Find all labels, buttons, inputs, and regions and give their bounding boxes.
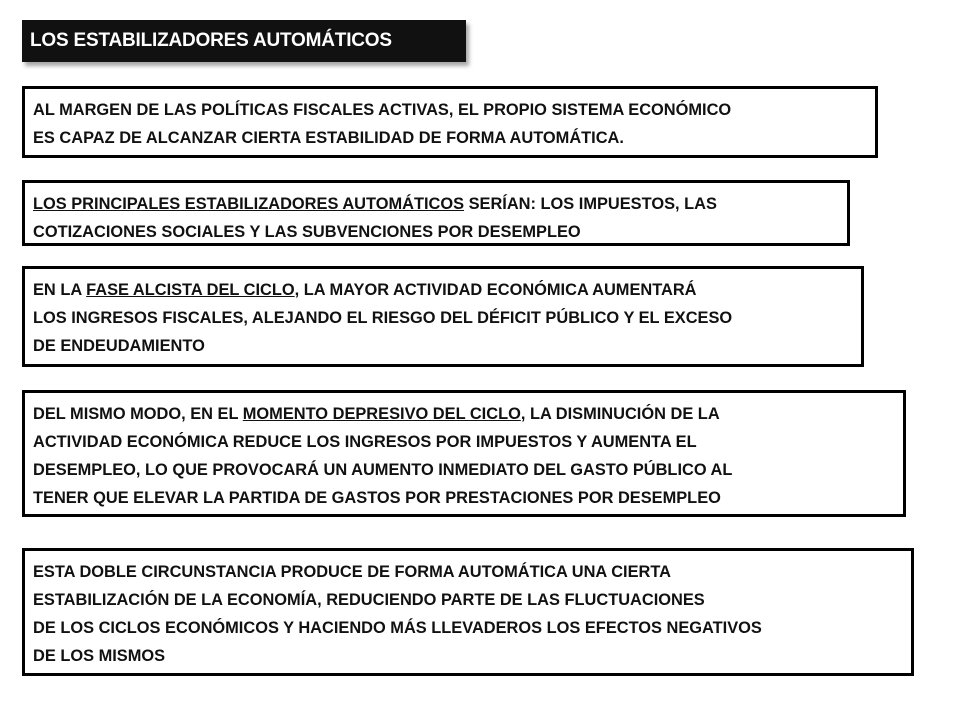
principal-line-1-rest: SERÍAN: LOS IMPUESTOS, LAS: [464, 195, 717, 213]
intro-line-2: ES CAPAZ DE ALCANZAR CIERTA ESTABILIDAD DE FORMA AUTOMÁTICA.: [33, 129, 624, 147]
principal-underlined-term: LOS PRINCIPALES ESTABILIZADORES AUTOMÁTICOS: [33, 195, 465, 213]
downward-underlined-term: MOMENTO DEPRESIVO DEL CICLO: [242, 405, 521, 423]
slide-title: LOS ESTABILIZADORES AUTOMÁTICOS: [22, 20, 466, 62]
intro-text-box: [22, 86, 878, 158]
downward-line-1-rest: , LA DISMINUCIÓN DE LA: [520, 405, 720, 423]
upward-line-2: LOS INGRESOS FISCALES, ALEJANDO EL RIESGO DEL DÉFICIT PÚBLICO Y EL EXCESO: [33, 309, 733, 327]
downward-line-3: DESEMPLEO, LO QUE PROVOCARÁ UN AUMENTO INMEDIATO DEL GASTO PÚBLICO AL: [33, 461, 733, 479]
conclusion-box: [22, 548, 914, 676]
upward-line-1-rest: , LA MAYOR ACTIVIDAD ECONÓMICA AUMENTARÁ: [294, 281, 697, 299]
upward-phase-box: [22, 266, 864, 367]
principal-line-1: [33, 190, 839, 218]
downward-line-4: TENER QUE ELEVAR LA PARTIDA DE GASTOS POR PRESTACIONES POR DESEMPLEO: [33, 489, 721, 507]
downward-phase-box: [22, 390, 906, 517]
conclusion-line-2: ESTABILIZACIÓN DE LA ECONOMÍA, REDUCIENDO PARTE DE LAS FLUCTUACIONES: [33, 591, 705, 609]
intro-line-1: AL MARGEN DE LAS POLÍTICAS FISCALES ACTIVAS, EL PROPIO SISTEMA ECONÓMICO: [33, 101, 732, 119]
downward-line-1-pre: DEL MISMO MODO, EN EL: [33, 405, 243, 423]
upward-line-1-pre: EN LA: [33, 281, 87, 299]
upward-line-1: [33, 276, 853, 304]
principal-stabilizers-box: [22, 180, 850, 246]
conclusion-line-3: DE LOS CICLOS ECONÓMICOS Y HACIENDO MÁS LLEVADEROS LOS EFECTOS NEGATIVOS: [33, 619, 762, 637]
conclusion-line-4: DE LOS MISMOS: [33, 647, 166, 665]
principal-line-2: COTIZACIONES SOCIALES Y LAS SUBVENCIONES POR DESEMPLEO: [33, 223, 581, 241]
downward-line-2: ACTIVIDAD ECONÓMICA REDUCE LOS INGRESOS POR IMPUESTOS Y AUMENTA EL: [33, 433, 697, 451]
conclusion-line-1: ESTA DOBLE CIRCUNSTANCIA PRODUCE DE FORMA AUTOMÁTICA UNA CIERTA: [33, 563, 671, 581]
downward-line-1: [33, 400, 895, 428]
upward-underlined-term: FASE ALCISTA DEL CICLO: [86, 281, 295, 299]
upward-line-3: DE ENDEUDAMIENTO: [33, 337, 205, 355]
